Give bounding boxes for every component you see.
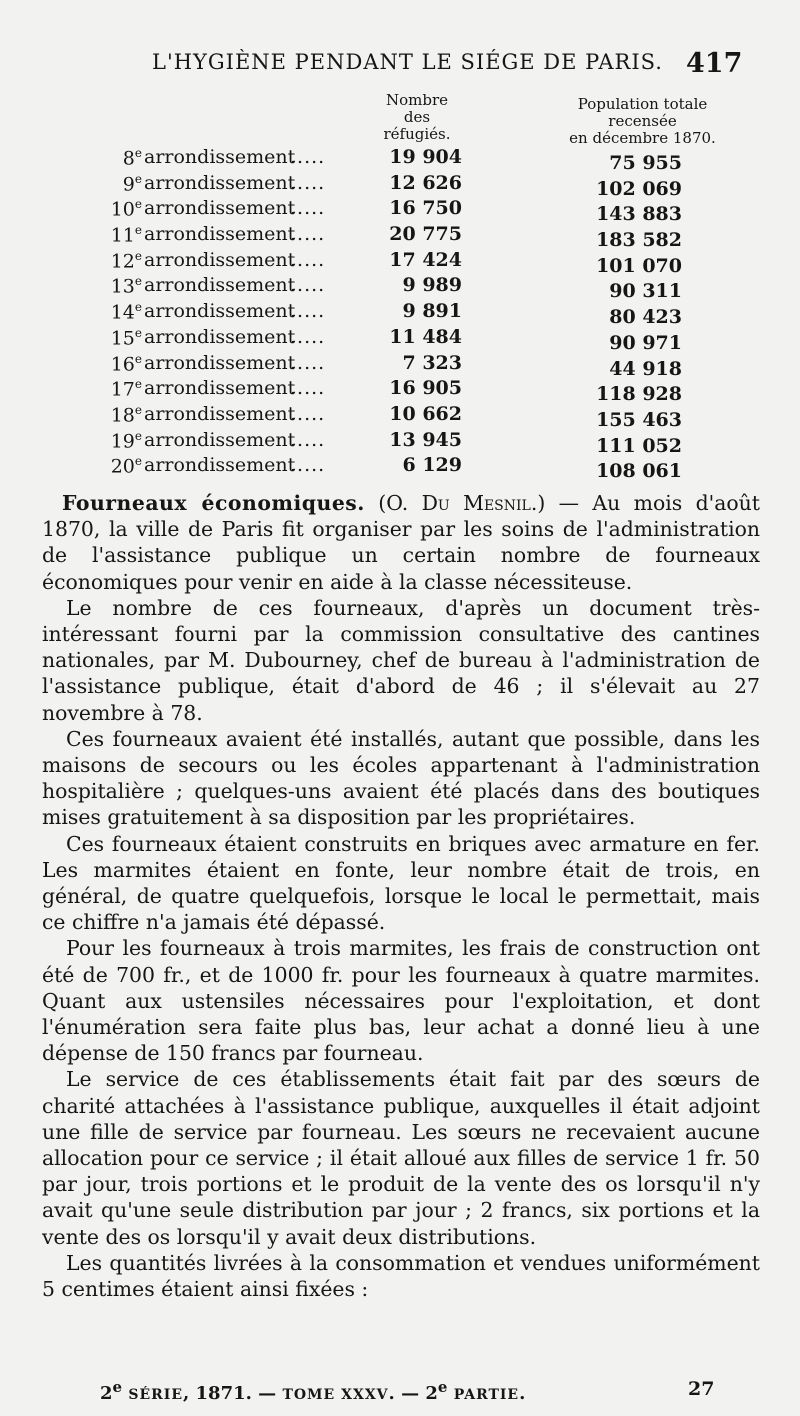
paragraph: Ces fourneaux étaient construits en briques avec armature en fer. Les marmites étaient en fonte, leur nombre était de trois, en général, de quatre quelquefois, lorsque le local le permettait, mais ce chiffre n'a jamais été dépassé. — [42, 831, 760, 935]
arrondissement-ordinal: e — [134, 274, 142, 289]
leader-dots: ..... — [290, 274, 326, 297]
series-label: SÉRIE — [128, 1387, 183, 1403]
arrondissement-label: arrondissement — [144, 300, 296, 323]
leader-dots: ..... — [290, 402, 326, 425]
arrondissement-label: arrondissement — [144, 402, 296, 425]
table-row — [0, 403, 800, 429]
page-header — [0, 46, 800, 82]
refugees-count: 17 424 — [389, 248, 462, 271]
part-end: . — [519, 1383, 526, 1404]
arrondissement-number — [96, 172, 142, 195]
arrondissement-number — [96, 454, 142, 477]
paragraph: Pour les fourneaux à trois marmites, les frais de construction ont été de 700 fr., et de 1000 fr. pour les fourneaux à quatre marmites. Quant aux ustensiles nécessaires pour l'exploitation, et dont l'énumération sera faite plus bas, leur achat a donné lieu à une dépense de 150 francs par fourneau. — [42, 936, 760, 1066]
author-close: .) — — [530, 491, 593, 515]
population-count: 102 069 — [596, 177, 682, 200]
page-footer — [0, 1378, 800, 1408]
arrondissement-digits: 10 — [110, 198, 135, 221]
arrondissement-number — [96, 274, 142, 297]
arrondissement-digits: 15 — [110, 327, 135, 350]
arrondissement-label: arrondissement — [144, 428, 296, 451]
refugees-count: 20 775 — [389, 223, 462, 246]
arrondissement-ordinal: e — [134, 248, 142, 263]
leader-dots: ..... — [290, 146, 326, 168]
arrondissement-ordinal: e — [134, 300, 142, 315]
population-count: 183 582 — [596, 229, 682, 252]
refugees-count: 16 750 — [389, 197, 462, 220]
leader-dots: ..... — [290, 428, 326, 451]
arrondissement-label: arrondissement — [144, 171, 296, 194]
arrondissement-digits: 17 — [110, 378, 135, 401]
arrondissement-label: arrondissement — [144, 325, 296, 348]
part-label: PARTIE — [453, 1387, 520, 1403]
table-row — [0, 377, 800, 406]
arrondissement-number — [96, 352, 142, 375]
table-row — [0, 146, 800, 172]
table-row — [0, 249, 800, 275]
part-sup: e — [437, 1378, 448, 1396]
arrondissement-number — [96, 377, 142, 400]
leader-dots: ..... — [290, 248, 326, 271]
population-count: 118 928 — [596, 383, 682, 406]
tome-label: TOME XXXV — [282, 1387, 389, 1403]
population-count: 111 052 — [596, 434, 682, 457]
leader-dots: ..... — [290, 223, 326, 246]
leader-dots: ..... — [290, 325, 326, 348]
arrondissement-ordinal: e — [134, 325, 142, 340]
arrondissement-digits: 12 — [110, 250, 135, 273]
leader-dots: ..... — [290, 171, 326, 194]
arrondissement-label: arrondissement — [144, 197, 296, 220]
paragraph: Ces fourneaux avaient été installés, autant que possible, dans les maisons de secours ou les écoles appartenant à l'administration hospitalière ; quelques-uns avaient été placés dans des boutiques mises gratuitement à sa disposition par les propriétaires. — [42, 726, 760, 830]
column-header-line: Nombre — [385, 91, 449, 109]
paragraph: Le nombre de ces fourneaux, d'après un document très-intéressant fourni par la commission consultative des cantines nationales, par M. Dubourney, chef de bureau à l'administration de l'assistance publique, était d'abord de 46 ; il s'élevait au 27 novembre à 78. — [42, 595, 760, 725]
column-header-population — [560, 96, 725, 147]
refugees-count: 6 129 — [402, 454, 462, 477]
arrondissement-digits: 8 — [122, 147, 135, 170]
refugees-count: 9 989 — [402, 274, 462, 297]
refugees-count: 7 323 — [402, 351, 462, 374]
population-count: 143 883 — [596, 203, 682, 226]
column-header-line: en décembre 1870. — [569, 129, 716, 147]
table-row — [0, 454, 800, 483]
section-heading: Fourneaux économiques. — [62, 491, 365, 515]
arrondissement-label: arrondissement — [144, 248, 296, 271]
refugees-count: 11 484 — [389, 325, 462, 348]
arrondissement-ordinal: e — [134, 428, 142, 443]
population-count: 90 971 — [609, 331, 682, 354]
paragraph: Les quantités livrées à la consommation et vendues uniformément 5 centimes étaient ainsi fixées : — [42, 1250, 760, 1302]
page-number: 417 — [686, 48, 743, 79]
signature-mark: 27 — [688, 1378, 715, 1400]
population-count: 101 070 — [596, 254, 682, 277]
series-sup: e — [112, 1378, 123, 1396]
leader-dots: ..... — [290, 351, 326, 374]
population-count: 44 918 — [609, 357, 682, 380]
arrondissement-digits: 19 — [110, 429, 135, 452]
arrondissement-label: arrondissement — [144, 454, 296, 477]
arrondissement-ordinal: e — [134, 146, 142, 160]
arrondissement-label: arrondissement — [144, 274, 296, 297]
table-row — [0, 274, 800, 303]
arrondissement-label: arrondissement — [144, 377, 296, 400]
paragraph: Le service de ces établissements était fait par des sœurs de charité attachées à l'assistance publique, auxquelles il était adjoint une fille de service par fourneau. Les sœurs ne recevaient aucune allocation pour ce service ; il était alloué aux filles de service 1 fr. 50 par jour, trois portions et le produit de la vente des os lorsqu'il n'y avait qu'une seule distribution par jour ; 2 francs, six portions et la vente des os lorsqu'il y avait deux distributions. — [42, 1067, 760, 1249]
table-row — [0, 172, 800, 198]
arrondissement-digits: 14 — [110, 301, 135, 324]
body-text — [42, 490, 760, 1302]
arrondissement-digits: 18 — [110, 404, 135, 427]
population-count: 75 955 — [609, 152, 682, 174]
series-line — [100, 1378, 525, 1404]
arrondissement-digits: 11 — [110, 224, 135, 247]
leader-dots: ..... — [290, 377, 326, 400]
population-count: 155 463 — [596, 408, 682, 431]
arrondissement-number — [96, 146, 142, 169]
arrondissement-number — [96, 197, 142, 220]
population-count: 90 311 — [609, 280, 682, 303]
arrondissement-number — [96, 326, 142, 349]
leader-dots: ..... — [290, 197, 326, 220]
author-open: (O. — [364, 491, 422, 515]
leader-dots: ..... — [290, 454, 326, 477]
paragraph — [42, 490, 760, 595]
column-header-line: des — [403, 108, 431, 126]
arrondissement-ordinal: e — [134, 171, 142, 186]
refugees-count: 16 905 — [389, 377, 462, 400]
population-count: 80 423 — [609, 306, 682, 329]
arrondissement-number — [96, 429, 142, 452]
table-row — [0, 352, 800, 378]
arrondissement-number — [96, 249, 142, 272]
arrondissement-label: arrondissement — [144, 223, 296, 246]
arrondissement-ordinal: e — [134, 223, 142, 238]
table-body — [0, 146, 800, 483]
paragraph-text: Au mois d'août 1870, la ville de Paris fit organiser par les soins de l'administration de l'assistance publique un certain nombre de fourneaux économiques pour venir en aide à la classe nécessiteuse. — [42, 491, 760, 594]
author-name: Du Mesnil — [421, 491, 531, 515]
table-row — [0, 326, 800, 352]
arrondissement-number — [96, 403, 142, 426]
running-title: L'HYGIÈNE PENDANT LE SIÉGE DE PARIS. — [152, 50, 663, 74]
arrondissement-label: arrondissement — [144, 351, 296, 374]
column-header-line: recensée — [608, 112, 677, 130]
arrondissement-digits: 9 — [122, 173, 135, 196]
population-count: 108 061 — [596, 460, 682, 483]
arrondissement-ordinal: e — [134, 197, 142, 212]
part-separator: . — 2 — [388, 1383, 438, 1404]
series-number: 2 — [100, 1383, 113, 1404]
refugees-count: 9 891 — [402, 300, 462, 323]
column-header-line: réfugiés. — [383, 125, 451, 143]
refugees-count: 19 904 — [389, 146, 462, 168]
arrondissement-number — [96, 223, 142, 246]
refugees-count: 13 945 — [389, 428, 462, 451]
column-header-line: Population totale — [577, 95, 708, 113]
arrondissement-ordinal: e — [134, 351, 142, 366]
arrondissement-digits: 13 — [110, 275, 135, 298]
table-row — [0, 429, 800, 455]
refugees-count: 12 626 — [389, 171, 462, 194]
table-row — [0, 300, 800, 329]
refugees-count: 10 662 — [389, 402, 462, 425]
arrondissement-ordinal: e — [134, 402, 142, 417]
arrondissement-label: arrondissement — [144, 146, 296, 168]
arrondissement-ordinal: e — [134, 454, 142, 469]
arrondissement-ordinal: e — [134, 377, 142, 392]
series-year: , 1871. — — [183, 1383, 283, 1404]
leader-dots: ..... — [290, 300, 326, 323]
arrondissement-digits: 20 — [110, 455, 135, 478]
table-row — [0, 197, 800, 226]
column-header-refugees — [372, 92, 462, 143]
arrondissement-number — [96, 300, 142, 323]
arrondissement-digits: 16 — [110, 352, 135, 375]
table-row — [0, 223, 800, 252]
